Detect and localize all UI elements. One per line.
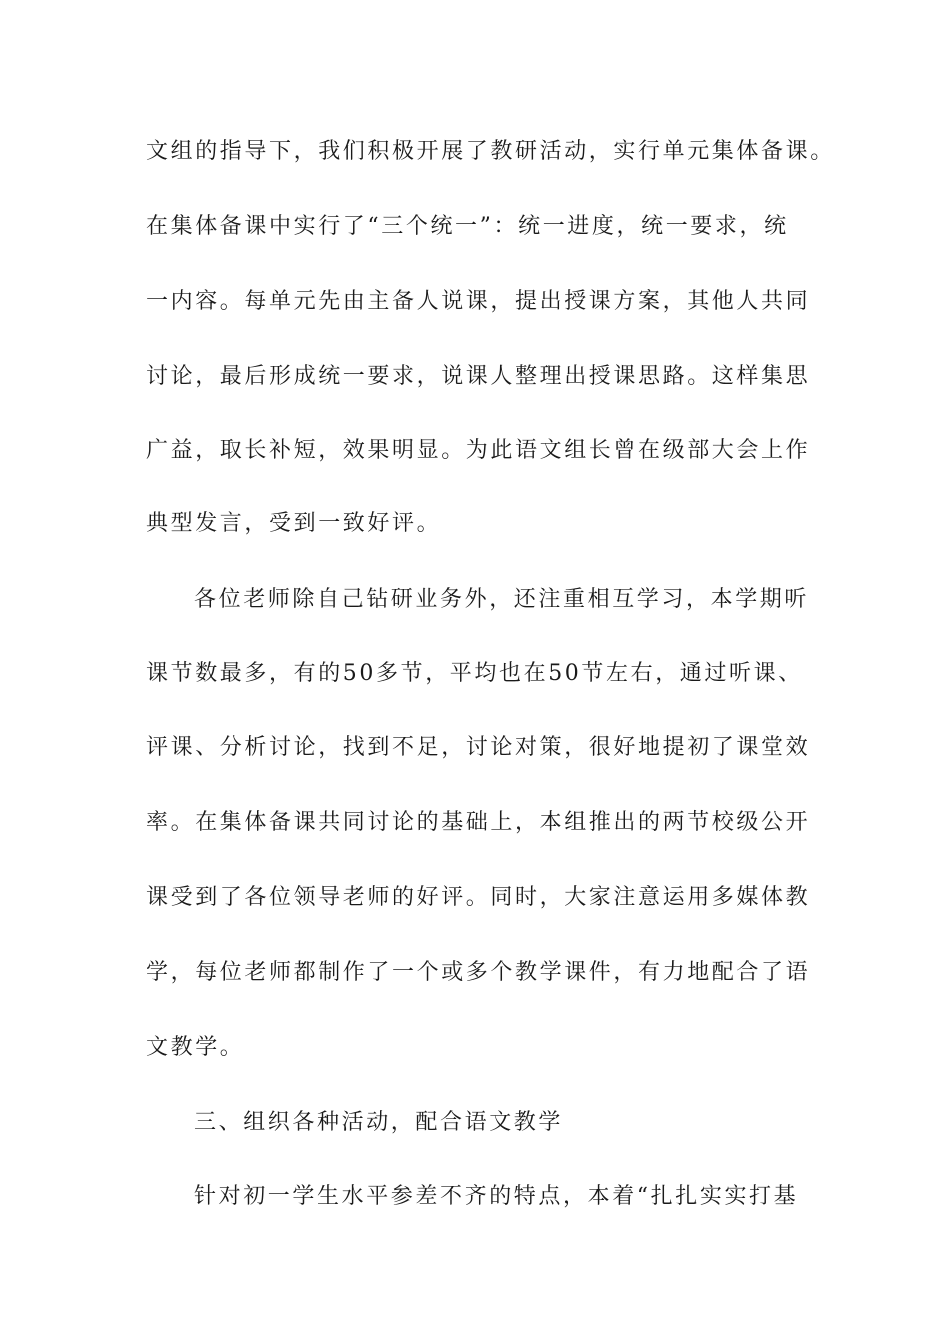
paragraph-line-5: 广益，取长补短，效果明显。为此语文组长曾在级部大会上作 bbox=[146, 438, 811, 463]
paragraph-line-9: 评课、分析讨论，找到不足，讨论对策，很好地提初了课堂效 bbox=[146, 735, 811, 760]
paragraph-line-3: 一内容。每单元先由主备人说课，提出授课方案，其他人共同 bbox=[146, 289, 811, 314]
paragraph-line-2: 在集体备课中实行了“三个统一”：统一进度，统一要求，统 bbox=[146, 214, 789, 239]
paragraph-line-1: 文组的指导下，我们积极开展了教研活动，实行单元集体备课。 bbox=[146, 139, 835, 164]
paragraph-line-12: 学，每位老师都制作了一个或多个教学课件，有力地配合了语 bbox=[146, 960, 811, 985]
paragraph-line-15: 针对初一学生水平参差不齐的特点，本着“扎扎实实打基 bbox=[194, 1184, 799, 1209]
paragraph-line-6: 典型发言，受到一致好评。 bbox=[146, 511, 442, 536]
paragraph-line-8: 课节数最多，有的50多节，平均也在50节左右，通过听课、 bbox=[146, 661, 803, 686]
section-heading: 三、组织各种活动，配合语文教学 bbox=[194, 1110, 564, 1135]
paragraph-line-11: 课受到了各位领导老师的好评。同时，大家注意运用多媒体教 bbox=[146, 885, 811, 910]
paragraph-line-10: 率。在集体备课共同讨论的基础上，本组推出的两节校级公开 bbox=[146, 810, 811, 835]
paragraph-line-4: 讨论，最后形成统一要求，说课人整理出授课思路。这样集思 bbox=[146, 364, 811, 389]
paragraph-line-13: 文教学。 bbox=[146, 1035, 245, 1060]
paragraph-line-7: 各位老师除自己钻研业务外，还注重相互学习，本学期听 bbox=[194, 587, 810, 612]
